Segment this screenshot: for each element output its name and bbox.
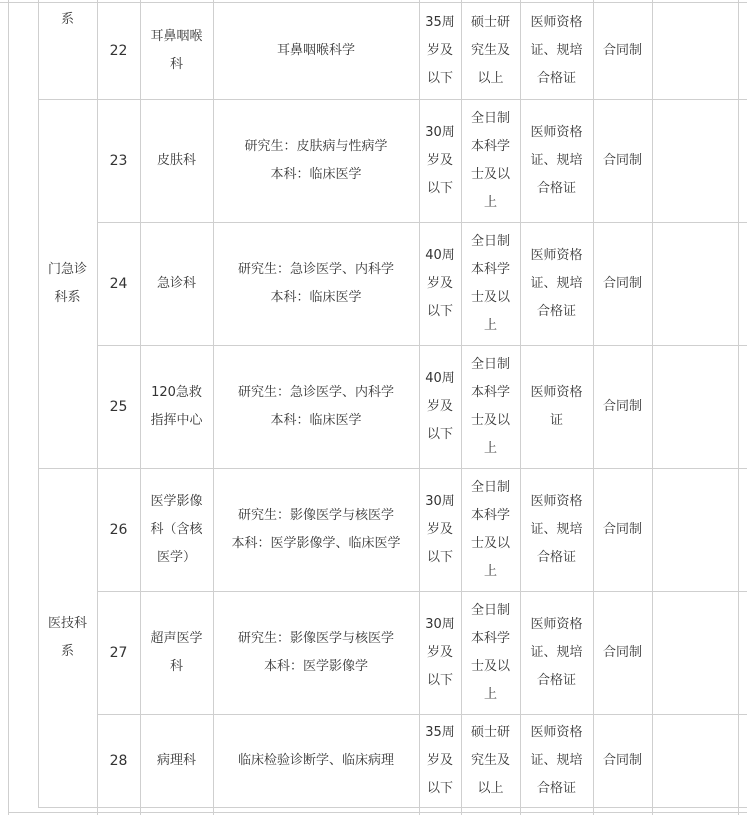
department-cell: 医学影像 科（含核 医学） [150, 494, 203, 565]
age-cell: 30周 岁及 以下 [425, 494, 455, 565]
contract-type-cell: 合同制 [602, 43, 642, 58]
age-cell: 40周 岁及 以下 [425, 371, 455, 442]
age-cell: 30周 岁及 以下 [425, 125, 455, 196]
certificate-cell: 医师资格 证 [530, 385, 583, 428]
contract-type-cell: 合同制 [602, 153, 642, 168]
education-cell: 全日制 本科学 士及以 上 [470, 480, 510, 579]
contract-type-cell: 合同制 [602, 276, 642, 291]
education-cell: 全日制 本科学 士及以 上 [470, 357, 510, 456]
contract-type-cell: 合同制 [602, 645, 642, 660]
column-divider [8, 0, 9, 815]
group-label: 门急诊 科系 [47, 262, 87, 305]
row-number: 26 [109, 522, 128, 538]
row-divider [8, 812, 747, 813]
department-cell: 皮肤科 [156, 153, 196, 168]
row-number: 22 [109, 43, 128, 59]
row-number: 23 [109, 153, 128, 169]
group-cell [38, 469, 97, 807]
row-number: 25 [109, 399, 128, 415]
education-cell: 硕士研 究生及 以上 [470, 725, 510, 796]
major-cell: 临床检验诊断学、临床病理 [237, 753, 394, 768]
major-cell: 研究生：影像医学与核医学 本科：医学影像学、临床医学 [231, 508, 401, 551]
department-cell: 超声医学 科 [150, 631, 203, 674]
certificate-cell: 医师资格 证、规培 合格证 [530, 617, 583, 688]
department-cell: 病理科 [156, 753, 196, 768]
row-number: 28 [109, 753, 128, 769]
certificate-cell: 医师资格 证、规培 合格证 [530, 125, 583, 196]
department-cell: 急诊科 [156, 276, 196, 291]
major-cell: 研究生：急诊医学、内科学 本科：临床医学 [237, 262, 394, 305]
group-cell [38, 100, 97, 468]
department-cell: 耳鼻咽喉 科 [150, 29, 203, 72]
major-cell: 研究生：影像医学与核医学 本科：医学影像学 [237, 631, 394, 674]
age-cell: 40周 岁及 以下 [425, 248, 455, 319]
age-cell: 35周 岁及 以下 [425, 725, 455, 796]
major-cell: 研究生：急诊医学、内科学 本科：临床医学 [237, 385, 394, 428]
education-cell: 全日制 本科学 士及以 上 [470, 603, 510, 702]
contract-type-cell: 合同制 [602, 399, 642, 414]
row-number: 24 [109, 276, 128, 292]
age-cell: 30周 岁及 以下 [425, 617, 455, 688]
major-cell: 耳鼻咽喉科学 [276, 43, 355, 58]
certificate-cell: 医师资格 证、规培 合格证 [530, 494, 583, 565]
group-cell [38, 0, 97, 40]
education-cell: 全日制 本科学 士及以 上 [470, 234, 510, 333]
row-number: 27 [109, 645, 128, 661]
group-label: 系 [60, 12, 74, 27]
certificate-cell: 医师资格 证、规培 合格证 [530, 15, 583, 86]
major-cell: 研究生：皮肤病与性病学 本科：临床医学 [244, 139, 388, 182]
certificate-cell: 医师资格 证、规培 合格证 [530, 248, 583, 319]
contract-type-cell: 合同制 [602, 522, 642, 537]
group-label: 医技科 系 [47, 616, 87, 659]
education-cell: 硕士研 究生及 以上 [470, 15, 510, 86]
contract-type-cell: 合同制 [602, 753, 642, 768]
education-cell: 全日制 本科学 士及以 上 [470, 111, 510, 210]
column-divider [652, 0, 653, 815]
column-divider [738, 0, 739, 815]
row-divider [38, 807, 747, 808]
certificate-cell: 医师资格 证、规培 合格证 [530, 725, 583, 796]
department-cell: 120急救 指挥中心 [150, 385, 203, 428]
age-cell: 35周 岁及 以下 [425, 15, 455, 86]
